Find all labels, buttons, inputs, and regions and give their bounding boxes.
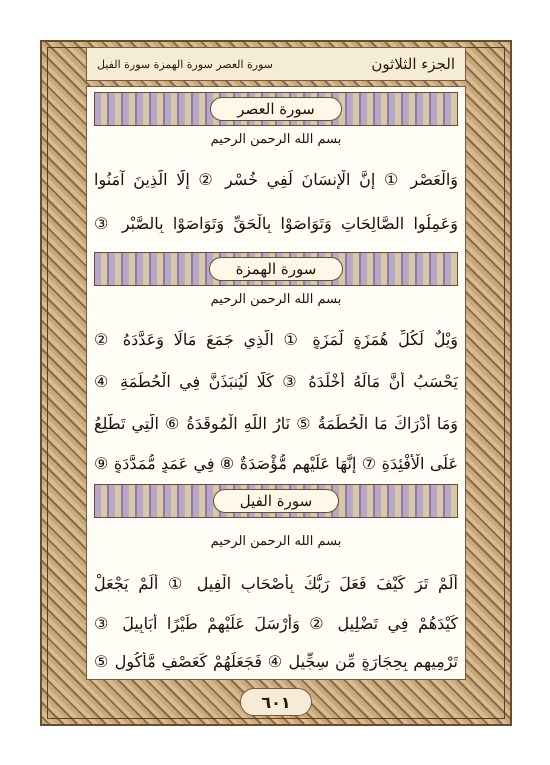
verse-line: وَمَا أَدْرَاكَ مَا الْحُطَمَةُ ⑤ نَارُ اللَّهِ الْمُوقَدَةُ ⑥ الَّتِي تَطَّلِعُ	[94, 414, 458, 433]
header-juz-title: الجزء الثلاثون	[371, 55, 455, 73]
surah-title: سورة العصر	[210, 97, 341, 121]
surah-banner-asr	[94, 92, 458, 126]
surah-title: سورة الهمزة	[209, 257, 344, 281]
verse-line: عَلَى الْأَفْئِدَةِ ⑦ إِنَّهَا عَلَيْهِم مُّؤْصَدَةٌ ⑧ فِي عَمَدٍ مُّمَدَّدَةٍ ⑨	[94, 454, 458, 473]
basmala: بسم الله الرحمن الرحيم	[210, 292, 342, 307]
page-number: ٦٠١	[261, 692, 291, 712]
verse-line: أَلَمْ تَرَ كَيْفَ فَعَلَ رَبُّكَ بِأَصْحَابِ الْفِيلِ ① أَلَمْ يَجْعَلْ	[94, 574, 458, 593]
page-header	[86, 47, 466, 81]
verse-line: وَيْلٌ لِّكُلِّ هُمَزَةٍ لُّمَزَةٍ ① الَّذِي جَمَعَ مَالًا وَعَدَّدَهُ ②	[94, 330, 458, 349]
surah-banner-humazah	[94, 252, 458, 286]
verse-line: يَحْسَبُ أَنَّ مَالَهُ أَخْلَدَهُ ③ كَلَّا لَيُنبَذَنَّ فِي الْحُطَمَةِ ④	[94, 372, 458, 391]
verse-line: وَعَمِلُوا الصَّالِحَاتِ وَتَوَاصَوْا بِالْحَقِّ وَتَوَاصَوْا بِالصَّبْرِ ③	[94, 214, 458, 233]
verse-line: تَرْمِيهِم بِحِجَارَةٍ مِّن سِجِّيلٍ ④ فَجَعَلَهُمْ كَعَصْفٍ مَّأْكُولٍ ⑤	[94, 652, 458, 671]
basmala: بسم الله الرحمن الرحيم	[210, 534, 342, 549]
header-surah-names: سورة العصر سورة الهمزة سورة الفيل	[97, 57, 274, 71]
verse-line: وَالْعَصْرِ ① إِنَّ الْإِنسَانَ لَفِي خُسْرٍ ② إِلَّا الَّذِينَ آمَنُوا	[94, 170, 458, 189]
verse-line: كَيْدَهُمْ فِي تَضْلِيلٍ ② وَأَرْسَلَ عَلَيْهِمْ طَيْرًا أَبَابِيلَ ③	[94, 614, 458, 633]
surah-title: سورة الفيل	[213, 489, 339, 513]
page-number-badge	[240, 688, 312, 716]
basmala: بسم الله الرحمن الرحيم	[210, 132, 342, 147]
surah-banner-fil	[94, 484, 458, 518]
